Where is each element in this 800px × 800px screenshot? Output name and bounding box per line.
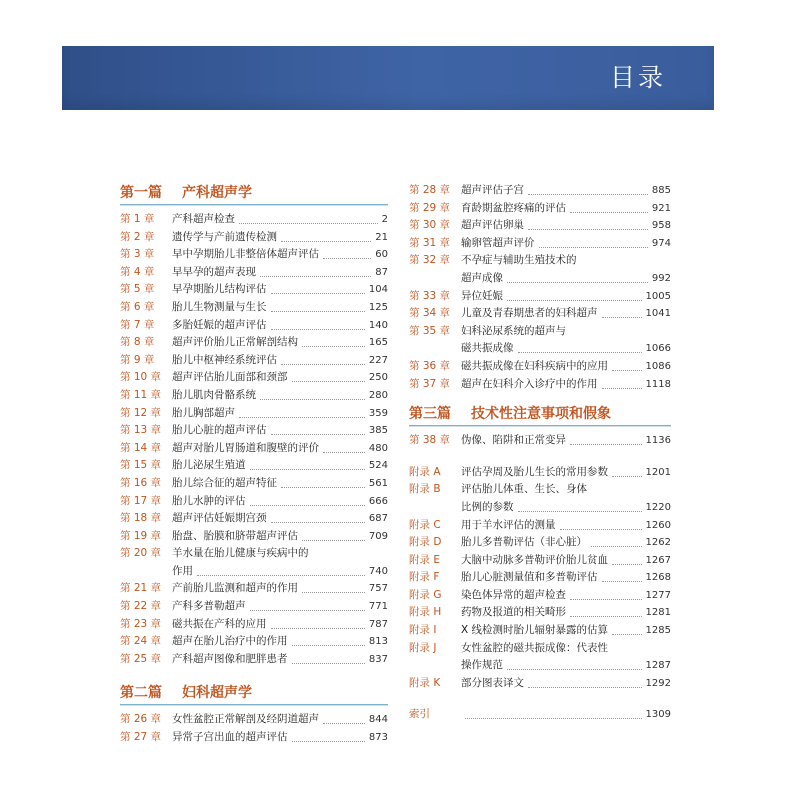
entry-number: 附录 D — [409, 536, 442, 549]
chapter-entry[interactable] — [409, 376, 671, 394]
entry-title: 胎儿胸部超声 — [172, 406, 235, 419]
page-number: 1041 — [645, 308, 671, 320]
dot-leader — [250, 610, 365, 611]
entry-title: 育龄期盆腔疼痛的评估 — [461, 201, 566, 214]
page-number: 60 — [375, 249, 388, 261]
page-number: 974 — [651, 237, 671, 249]
entry-number: 第 22 章 — [120, 600, 162, 613]
chapter-entry[interactable] — [409, 432, 671, 450]
chapter-entry[interactable] — [120, 387, 388, 405]
page-number: 709 — [368, 530, 388, 542]
entry-number: 第 13 章 — [120, 424, 162, 437]
page-number: 1260 — [645, 519, 671, 531]
dot-leader — [570, 599, 642, 600]
chapter-entry[interactable] — [120, 211, 388, 229]
chapter-entry[interactable] — [120, 528, 388, 546]
dot-leader — [602, 317, 642, 318]
dot-leader — [570, 212, 648, 213]
chapter-entry[interactable] — [409, 182, 671, 200]
page-number: 1066 — [645, 343, 671, 355]
appendix-entry[interactable] — [409, 675, 671, 693]
appendix-entry[interactable] — [409, 517, 671, 535]
dot-leader — [271, 522, 365, 523]
page-number: 740 — [368, 565, 388, 577]
dot-leader — [323, 258, 371, 259]
chapter-entry[interactable] — [409, 252, 671, 270]
entry-title: 羊水量在胎儿健康与疾病中的 — [172, 547, 309, 560]
chapter-entry[interactable] — [120, 493, 388, 511]
entry-number: 第 35 章 — [409, 324, 451, 337]
chapter-entry[interactable] — [120, 616, 388, 634]
chapter-entry[interactable] — [409, 200, 671, 218]
entry-title: 遗传学与产前遗传检测 — [172, 230, 277, 243]
chapter-entry[interactable] — [409, 358, 671, 376]
dot-leader — [292, 645, 365, 646]
entry-number: 第 1 章 — [120, 213, 155, 225]
entry-title: 超声评估胎儿面部和颈部 — [172, 371, 288, 384]
toc-column-left — [120, 182, 388, 747]
chapter-entry[interactable] — [409, 270, 671, 288]
entry-title: 不孕症与辅助生殖技术的 — [461, 254, 577, 267]
entry-title: 胎儿泌尿生殖道 — [172, 459, 246, 472]
dot-leader — [281, 241, 371, 242]
page-number: 561 — [368, 477, 388, 489]
page-number: 140 — [368, 319, 388, 331]
dot-leader — [239, 223, 378, 224]
chapter-entry[interactable] — [120, 545, 388, 563]
dot-leader — [271, 329, 365, 330]
dot-leader — [507, 282, 648, 283]
entry-title: 女性盆腔的磁共振成像：代表性 — [461, 641, 608, 654]
entry-number: 附录 I — [409, 624, 437, 637]
page-number: 21 — [375, 231, 388, 243]
page-number: 165 — [368, 337, 388, 349]
chapter-entry[interactable] — [409, 305, 671, 323]
dot-leader — [271, 293, 365, 294]
entry-number: 第 24 章 — [120, 635, 162, 648]
page-number: 873 — [368, 732, 388, 744]
entry-title: 胎儿肌肉骨骼系统 — [172, 388, 256, 401]
page-number: 844 — [368, 714, 388, 726]
part-heading — [409, 403, 671, 426]
part-number: 第二篇 — [120, 685, 162, 702]
entry-number: 第 26 章 — [120, 713, 162, 726]
entry-title: 评估孕周及胎儿生长的常用参数 — [461, 465, 608, 478]
entry-title: 染色体异常的超声检查 — [461, 588, 566, 601]
part-number: 第一篇 — [120, 185, 162, 201]
entry-title: 磁共振成像 — [461, 342, 514, 355]
entry-title: 超声对胎儿胃肠道和腹壁的评价 — [172, 441, 319, 454]
page-number: 2 — [381, 214, 388, 225]
dot-leader — [292, 381, 365, 382]
dot-leader — [271, 434, 365, 435]
page-number: 1262 — [645, 537, 671, 549]
entry-title: 大脑中动脉多普勒评价胎儿贫血 — [461, 553, 608, 566]
page-number: 1220 — [645, 501, 671, 513]
page-number: 958 — [651, 220, 671, 232]
entry-number: 附录 A — [409, 465, 441, 478]
page-number: 1136 — [645, 435, 671, 447]
entry-title: 胎儿生物测量与生长 — [172, 300, 267, 313]
entry-number: 附录 C — [409, 518, 441, 531]
entry-title: 胎儿心脏测量值和多普勒评估 — [461, 571, 598, 584]
appendix-entry[interactable] — [409, 657, 671, 675]
page-number: 1292 — [645, 677, 671, 689]
part-heading — [120, 182, 388, 205]
page-number: 480 — [368, 442, 388, 454]
chapter-entry[interactable] — [120, 299, 388, 317]
header-banner — [62, 46, 714, 110]
appendix-list — [409, 464, 671, 693]
chapter-list — [409, 182, 671, 393]
entry-title: 胎儿多普勒评估（非心脏） — [461, 536, 587, 549]
entry-title: X 线检测时胎儿辐射暴露的估算 — [461, 624, 609, 637]
chapter-entry[interactable] — [409, 235, 671, 253]
page-number: 1309 — [645, 709, 671, 721]
entry-number: 附录 J — [409, 641, 437, 654]
dot-leader — [602, 581, 642, 582]
dot-leader — [612, 370, 642, 371]
entry-number: 第 32 章 — [409, 254, 451, 267]
chapter-entry[interactable] — [120, 281, 388, 299]
chapter-entry[interactable] — [120, 633, 388, 651]
entry-title: 异位妊娠 — [461, 289, 503, 302]
part-number: 第三篇 — [409, 406, 451, 423]
entry-number: 第 36 章 — [409, 359, 451, 372]
chapter-list — [409, 432, 671, 450]
entry-number: 附录 K — [409, 676, 441, 689]
entry-number: 第 25 章 — [120, 652, 162, 665]
dot-leader — [250, 469, 365, 470]
chapter-entry[interactable] — [120, 229, 388, 247]
dot-leader — [602, 388, 642, 389]
entry-title: 作用 — [172, 564, 193, 577]
entry-number: 第 37 章 — [409, 377, 451, 390]
entry-title: 比例的参数 — [461, 500, 514, 513]
appendix-entry[interactable] — [409, 499, 671, 517]
chapter-entry[interactable] — [409, 340, 671, 358]
chapter-entry[interactable] — [120, 457, 388, 475]
dot-leader — [302, 592, 365, 593]
entry-number: 附录 F — [409, 571, 440, 584]
entry-number: 索引 — [409, 708, 430, 721]
page-number: 885 — [651, 185, 671, 196]
entry-number: 第 27 章 — [120, 731, 162, 744]
entry-title: 儿童及青春期患者的妇科超声 — [461, 307, 598, 320]
dot-leader — [528, 687, 642, 688]
page-number: 1281 — [645, 607, 671, 619]
entry-title: 超声评估妊娠期宫颈 — [172, 512, 267, 525]
page-title: 目录 — [609, 63, 666, 92]
page-number: 524 — [368, 460, 388, 472]
dot-leader — [271, 311, 365, 312]
chapter-entry[interactable] — [120, 651, 388, 669]
appendix-entry[interactable] — [409, 569, 671, 587]
chapter-entry[interactable] — [120, 369, 388, 387]
entry-number: 第 14 章 — [120, 441, 162, 454]
entry-title: 磁共振在产科的应用 — [172, 617, 267, 630]
entry-number: 第 30 章 — [409, 219, 451, 232]
entry-title: 胎盘、胎膜和脐带超声评估 — [172, 529, 298, 542]
dot-leader — [260, 276, 371, 277]
entry-title: 评估胎儿体重、生长、身体 — [461, 483, 587, 496]
entry-number: 第 8 章 — [120, 336, 155, 349]
entry-title: 早中孕期胎儿非整倍体超声评估 — [172, 248, 319, 261]
entry-title: 产科超声检查 — [172, 213, 235, 225]
dot-leader — [539, 247, 648, 248]
page-number: 227 — [368, 354, 388, 366]
appendix-entry[interactable] — [409, 604, 671, 622]
appendix-entry[interactable] — [409, 552, 671, 570]
page-number: 280 — [368, 389, 388, 401]
entry-number: 第 34 章 — [409, 307, 451, 320]
dot-leader — [507, 300, 642, 301]
page-number: 1118 — [645, 378, 671, 390]
entry-title: 胎儿水肿的评估 — [172, 494, 246, 507]
entry-title: 超声评价胎儿正常解剖结构 — [172, 336, 298, 349]
dot-leader — [239, 417, 365, 418]
index-entry — [409, 706, 671, 724]
entry-title: 胎儿综合征的超声特征 — [172, 476, 277, 489]
page-number: 813 — [368, 636, 388, 648]
chapter-entry[interactable] — [120, 563, 388, 581]
entry-number: 第 11 章 — [120, 388, 162, 401]
entry-number: 第 23 章 — [120, 617, 162, 630]
page-number: 687 — [368, 513, 388, 525]
chapter-entry[interactable] — [120, 440, 388, 458]
entry-title: 产前胎儿监测和超声的作用 — [172, 582, 298, 595]
chapter-entry[interactable] — [120, 246, 388, 264]
entry-number: 第 9 章 — [120, 353, 155, 366]
appendix-entry[interactable] — [409, 640, 671, 658]
dot-leader — [560, 529, 642, 530]
part-title: 妇科超声学 — [182, 685, 252, 702]
dot-leader — [570, 444, 642, 445]
chapter-entry[interactable] — [409, 217, 671, 235]
entry-number: 附录 G — [409, 588, 442, 601]
entry-number: 第 4 章 — [120, 265, 155, 278]
chapter-entry[interactable] — [120, 598, 388, 616]
entry-number: 第 29 章 — [409, 201, 451, 214]
part-heading — [120, 682, 388, 705]
dot-leader — [612, 634, 642, 635]
chapter-list — [120, 711, 388, 746]
dot-leader — [528, 229, 648, 230]
page-number: 1287 — [645, 660, 671, 672]
dot-leader — [292, 663, 365, 664]
chapter-entry[interactable] — [120, 475, 388, 493]
index-entry-row[interactable] — [409, 706, 671, 724]
dot-leader — [528, 194, 648, 195]
chapter-entry[interactable] — [120, 729, 388, 747]
chapter-entry[interactable] — [120, 317, 388, 335]
page-number: 1005 — [645, 290, 671, 302]
entry-number: 附录 E — [409, 553, 440, 566]
dot-leader — [323, 723, 365, 724]
entry-title: 超声成像 — [461, 271, 503, 284]
dot-leader — [292, 741, 365, 742]
dot-leader — [281, 364, 365, 365]
entry-title: 操作规范 — [461, 659, 503, 672]
entry-title: 产科多普勒超声 — [172, 600, 246, 613]
page-number: 921 — [651, 202, 671, 214]
entry-title: 磁共振成像在妇科疾病中的应用 — [461, 359, 608, 372]
page-number: 250 — [368, 372, 388, 384]
dot-leader — [612, 564, 642, 565]
entry-number: 第 15 章 — [120, 459, 162, 472]
entry-title: 胎儿中枢神经系统评估 — [172, 353, 277, 366]
chapter-list — [120, 211, 388, 668]
entry-number: 第 28 章 — [409, 184, 451, 196]
page-number: 771 — [368, 601, 388, 613]
dot-leader — [197, 575, 365, 576]
entry-number: 第 7 章 — [120, 318, 155, 331]
entry-title: 超声在胎儿治疗中的作用 — [172, 635, 288, 648]
entry-number: 第 18 章 — [120, 512, 162, 525]
entry-title: 妇科泌尿系统的超声与 — [461, 324, 566, 337]
entry-title: 早孕期胎儿结构评估 — [172, 283, 267, 296]
entry-number: 第 16 章 — [120, 476, 162, 489]
chapter-entry[interactable] — [120, 352, 388, 370]
chapter-entry[interactable] — [120, 510, 388, 528]
entry-title: 异常子宫出血的超声评估 — [172, 731, 288, 744]
entry-title: 药物及报道的相关畸形 — [461, 606, 566, 619]
toc-column-right — [409, 182, 671, 724]
chapter-entry[interactable] — [120, 422, 388, 440]
dot-leader — [271, 628, 365, 629]
entry-number: 附录 H — [409, 606, 442, 619]
entry-title: 伪像、陷阱和正常变异 — [461, 434, 566, 447]
dot-leader — [591, 546, 642, 547]
entry-number: 第 33 章 — [409, 289, 451, 302]
chapter-entry[interactable] — [120, 405, 388, 423]
entry-number: 第 12 章 — [120, 406, 162, 419]
dot-leader — [612, 476, 642, 477]
entry-number: 第 21 章 — [120, 582, 162, 595]
dot-leader — [260, 399, 365, 400]
entry-title: 早早孕的超声表现 — [172, 265, 256, 278]
dot-leader — [250, 505, 365, 506]
page-number: 1086 — [645, 360, 671, 372]
entry-number: 第 17 章 — [120, 494, 162, 507]
page-number: 359 — [368, 407, 388, 419]
entry-number: 第 31 章 — [409, 236, 451, 249]
dot-leader — [570, 616, 642, 617]
page-number: 125 — [368, 301, 388, 313]
dot-leader — [302, 346, 365, 347]
page-number: 1285 — [645, 625, 671, 637]
entry-number: 第 20 章 — [120, 547, 162, 560]
chapter-entry[interactable] — [120, 264, 388, 282]
entry-title: 输卵管超声评价 — [461, 236, 535, 249]
chapter-entry[interactable] — [409, 288, 671, 306]
entry-title: 女性盆腔正常解剖及经阴道超声 — [172, 713, 319, 726]
entry-number: 第 38 章 — [409, 434, 451, 447]
dot-leader — [518, 511, 642, 512]
entry-title: 超声评估卵巢 — [461, 219, 524, 232]
chapter-entry[interactable] — [409, 323, 671, 341]
entry-number: 第 5 章 — [120, 283, 155, 296]
dot-leader — [302, 540, 365, 541]
chapter-entry[interactable] — [120, 580, 388, 598]
dot-leader — [323, 452, 365, 453]
page-number: 1268 — [645, 572, 671, 584]
dot-leader — [518, 352, 642, 353]
entry-title: 用于羊水评估的测量 — [461, 518, 556, 531]
page-number: 1277 — [645, 589, 671, 601]
page-number: 787 — [368, 618, 388, 630]
entry-title: 产科超声图像和肥胖患者 — [172, 652, 288, 665]
entry-number: 第 6 章 — [120, 300, 155, 313]
entry-title: 多胎妊娠的超声评估 — [172, 318, 267, 331]
page-number: 1201 — [645, 466, 671, 478]
entry-number: 附录 B — [409, 483, 441, 496]
dot-leader — [281, 487, 365, 488]
page-number: 87 — [375, 266, 388, 278]
entry-number: 第 19 章 — [120, 529, 162, 542]
chapter-entry[interactable] — [120, 711, 388, 729]
part-title: 产科超声学 — [182, 185, 252, 201]
appendix-entry[interactable] — [409, 587, 671, 605]
chapter-entry[interactable] — [120, 334, 388, 352]
entry-title: 超声在妇科介入诊疗中的作用 — [461, 377, 598, 390]
entry-title: 超声评估子宫 — [461, 184, 524, 196]
appendix-entry[interactable] — [409, 464, 671, 482]
dot-leader — [507, 669, 642, 670]
page-number: 104 — [368, 284, 388, 296]
page-number: 1267 — [645, 554, 671, 566]
page-number: 992 — [651, 272, 671, 284]
appendix-entry[interactable] — [409, 622, 671, 640]
appendix-entry[interactable] — [409, 481, 671, 499]
page-number: 837 — [368, 653, 388, 665]
entry-number: 第 10 章 — [120, 371, 162, 384]
part-title: 技术性注意事项和假象 — [471, 406, 611, 423]
entry-number: 第 2 章 — [120, 230, 155, 243]
page-number: 666 — [368, 495, 388, 507]
page-number: 385 — [368, 425, 388, 437]
entry-title: 胎儿心脏的超声评估 — [172, 424, 267, 437]
entry-number: 第 3 章 — [120, 248, 155, 261]
appendix-entry[interactable] — [409, 534, 671, 552]
entry-title: 部分图表译文 — [461, 676, 524, 689]
page-number: 757 — [368, 583, 388, 595]
dot-leader — [465, 718, 642, 719]
